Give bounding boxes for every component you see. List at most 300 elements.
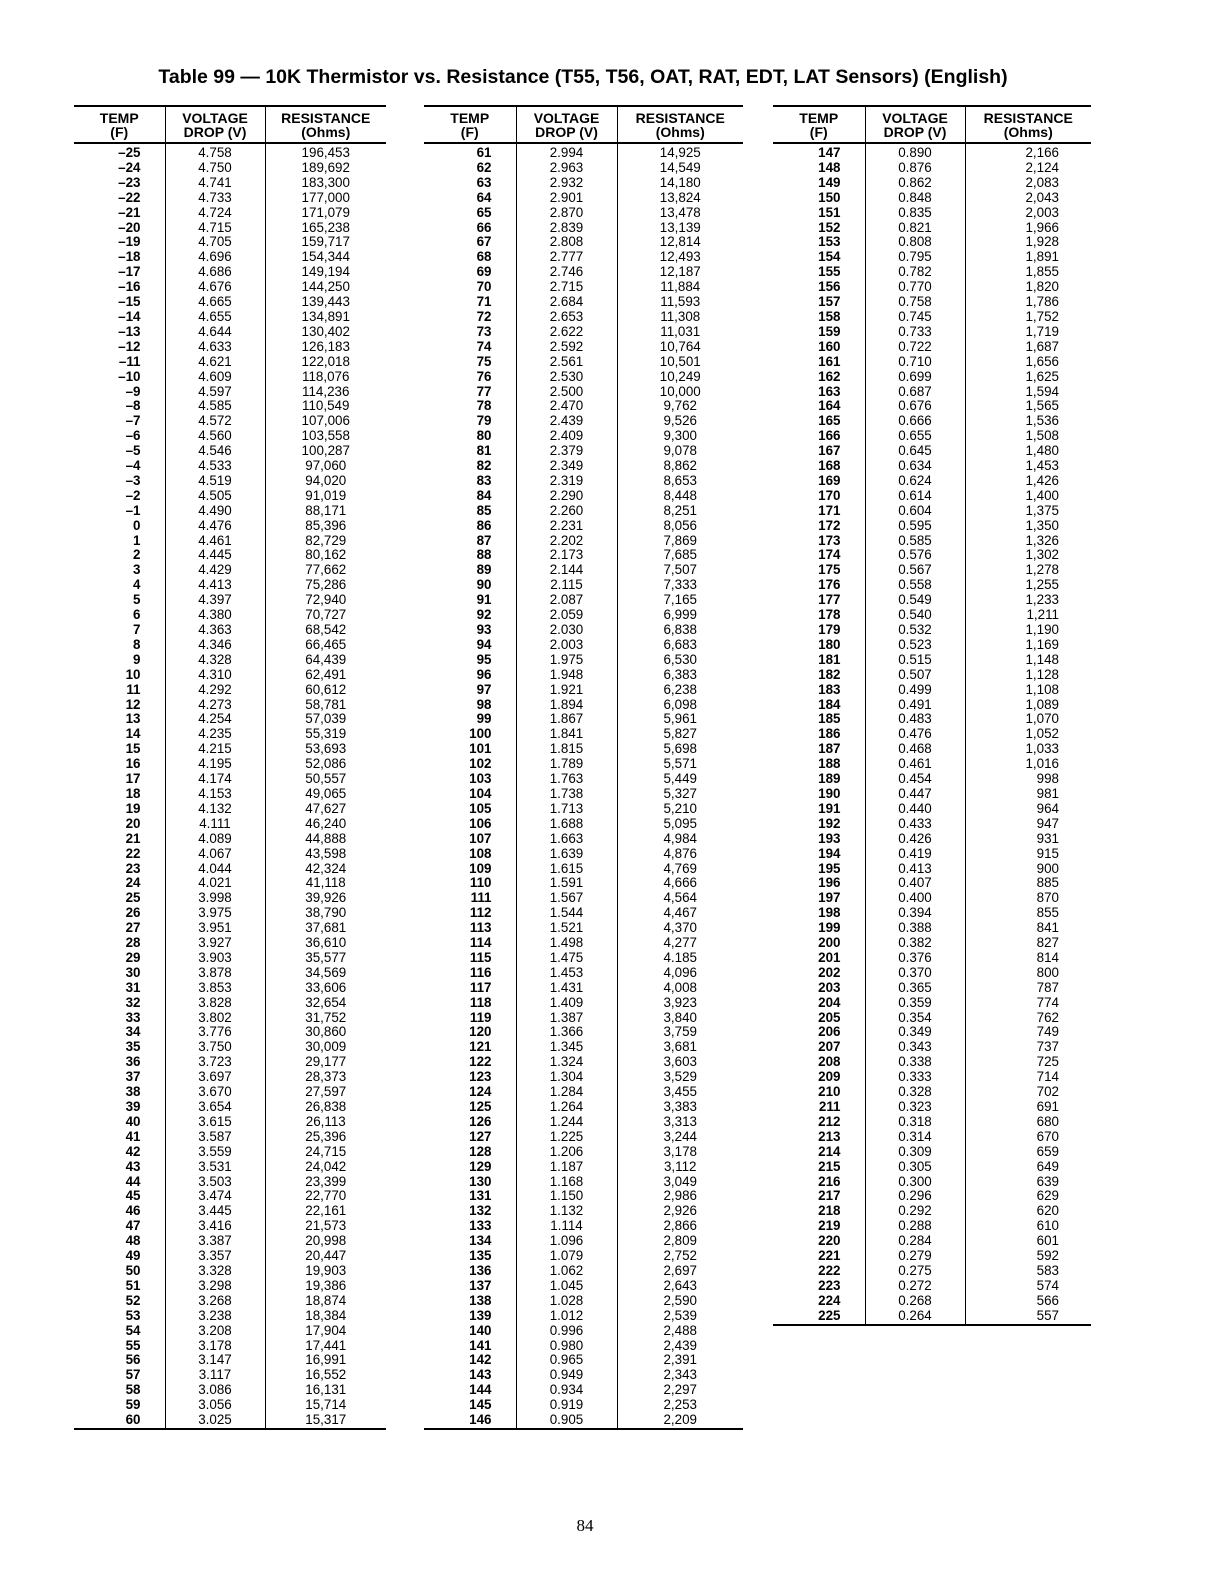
temp-cell: 3 [74, 563, 165, 578]
table-row [424, 563, 743, 578]
temp-cell: 11 [74, 683, 165, 698]
temp-cell: 111 [424, 891, 516, 906]
temp-cell: 39 [74, 1100, 165, 1115]
voltage-cell: 0.461 [865, 757, 965, 772]
resistance-cell: 3,049 [663, 1173, 697, 1189]
temp-cell: 1 [74, 534, 165, 549]
table-row [74, 563, 386, 578]
resistance-column-header: RESISTANCE (Ohms) [265, 106, 386, 143]
resistance-cell: 3,178 [663, 1143, 697, 1159]
table-row [74, 578, 386, 593]
voltage-cell: 0.965 [516, 1353, 617, 1368]
table-row [424, 668, 743, 683]
temp-cell: 6 [74, 608, 165, 623]
resistance-cell: 126,183 [301, 338, 350, 354]
resistance-cell: 1,536 [1025, 413, 1059, 429]
voltage-cell: 4.153 [165, 787, 265, 802]
table-row [424, 1130, 743, 1145]
voltage-cell: 0.549 [865, 593, 965, 608]
resistance-cell: 20,447 [305, 1248, 347, 1264]
resistance-cell: 749 [1036, 1024, 1059, 1040]
temp-cell: 174 [773, 548, 865, 563]
resistance-cell: 130,402 [301, 323, 350, 339]
table-row [773, 474, 1091, 489]
voltage-cell: 4.533 [165, 459, 265, 474]
table-row [424, 1219, 743, 1234]
table-row [773, 683, 1091, 698]
voltage-cell: 4.572 [165, 414, 265, 429]
resistance-cell: 1,820 [1025, 279, 1059, 295]
table-row [424, 310, 743, 325]
table-row [74, 325, 386, 340]
temp-cell: 175 [773, 563, 865, 578]
resistance-cell: 931 [1036, 830, 1059, 846]
voltage-cell: 0.722 [865, 340, 965, 355]
resistance-cell: 787 [1036, 979, 1059, 995]
voltage-cell: 0.264 [865, 1309, 965, 1325]
resistance-cell: 6,530 [663, 651, 697, 667]
table-row [773, 1100, 1091, 1115]
temp-cell: –22 [74, 191, 165, 206]
temp-cell: 186 [773, 727, 865, 742]
voltage-cell: 0.354 [865, 1011, 965, 1026]
resistance-cell: 15,317 [265, 1413, 386, 1429]
temp-cell: 74 [424, 340, 516, 355]
voltage-cell: 3.878 [165, 966, 265, 981]
resistance-cell: 26,113 [305, 1113, 346, 1129]
table-row [74, 1160, 386, 1175]
temp-cell: 151 [773, 206, 865, 221]
resistance-cell: 900 [1036, 860, 1059, 876]
resistance-cell: 91,019 [305, 487, 347, 503]
temp-cell: 129 [424, 1160, 516, 1175]
temp-cell: 32 [74, 996, 165, 1011]
table-row [74, 832, 386, 847]
resistance-cell: 47,627 [305, 800, 347, 816]
voltage-cell: 1.062 [516, 1264, 617, 1279]
table-row [773, 698, 1091, 713]
table-row [773, 996, 1091, 1011]
temp-cell: 173 [773, 534, 865, 549]
table-row [74, 504, 386, 519]
voltage-cell: 4.505 [165, 489, 265, 504]
voltage-cell: 0.604 [865, 504, 965, 519]
voltage-cell: 1.639 [516, 847, 617, 862]
page-title: Table 99 — 10K Thermistor vs. Resistance (T55, T56, OAT, RAT, EDT, LAT Sensors) (English) [158, 66, 1008, 88]
table-row [74, 399, 386, 414]
resistance-cell: 3,923 [663, 994, 697, 1010]
temp-cell: 94 [424, 638, 516, 653]
resistance-cell: 827 [1036, 935, 1059, 951]
table-row [773, 444, 1091, 459]
temp-cell: 182 [773, 668, 865, 683]
table-row [773, 1040, 1091, 1055]
table-row [773, 1249, 1091, 1264]
voltage-cell: 2.808 [516, 235, 617, 250]
temp-cell: 166 [773, 429, 865, 444]
temp-cell: 119 [424, 1011, 516, 1026]
voltage-cell: 0.996 [516, 1324, 617, 1339]
temp-cell: 100 [424, 727, 516, 742]
voltage-cell: 0.655 [865, 429, 965, 444]
resistance-cell: 9,078 [663, 443, 697, 459]
resistance-cell: 1,453 [1025, 458, 1059, 474]
table-row [424, 519, 743, 534]
temp-cell: 57 [74, 1368, 165, 1383]
resistance-cell: 691 [1036, 1099, 1059, 1114]
table-row [74, 310, 386, 325]
voltage-cell: 1.663 [516, 832, 617, 847]
resistance-cell: 75,286 [305, 577, 347, 593]
table-row [74, 1264, 386, 1279]
temp-cell: 125 [424, 1100, 516, 1115]
temp-cell: 35 [74, 1040, 165, 1055]
temp-cell: 201 [773, 951, 865, 966]
resistance-cell: 1,302 [1025, 547, 1059, 563]
table-row [74, 1145, 386, 1160]
resistance-cell: 107,006 [301, 413, 350, 429]
temp-cell: 79 [424, 414, 516, 429]
voltage-cell: 4.476 [165, 519, 265, 534]
voltage-cell: 0.980 [516, 1339, 617, 1354]
resistance-cell: 1,326 [1025, 532, 1059, 548]
voltage-cell: 0.338 [865, 1055, 965, 1070]
voltage-cell: 1.345 [516, 1040, 617, 1055]
table-row [74, 534, 386, 549]
voltage-cell: 0.328 [865, 1085, 965, 1100]
voltage-cell: 0.499 [865, 683, 965, 698]
temp-cell: –19 [74, 235, 165, 250]
temp-cell: 20 [74, 817, 165, 832]
temp-cell: 4 [74, 578, 165, 593]
table-row [74, 1234, 386, 1249]
temp-cell: 116 [424, 966, 516, 981]
table-row [424, 548, 743, 563]
temp-cell: –13 [74, 325, 165, 340]
table-row [773, 370, 1091, 385]
temp-cell: 2 [74, 548, 165, 563]
voltage-cell: 1.975 [516, 653, 617, 668]
resistance-cell: 110,549 [302, 398, 350, 414]
voltage-cell: 3.416 [165, 1219, 265, 1234]
voltage-cell: 4.089 [165, 832, 265, 847]
resistance-cell: 1,128 [1025, 666, 1059, 682]
temp-cell: 29 [74, 951, 165, 966]
voltage-cell: 3.328 [165, 1264, 265, 1279]
voltage-cell: 1.304 [516, 1070, 617, 1085]
temp-cell: 33 [74, 1011, 165, 1026]
temp-cell: 218 [773, 1204, 865, 1219]
table-row [74, 951, 386, 966]
table-row [74, 161, 386, 176]
table-row [773, 653, 1091, 668]
temp-column-header: TEMP (F) [424, 106, 516, 143]
voltage-cell: 4.021 [165, 876, 265, 891]
table-row [74, 176, 386, 191]
temp-cell: 59 [74, 1398, 165, 1413]
temp-cell: 47 [74, 1219, 165, 1234]
temp-cell: 153 [773, 235, 865, 250]
table-row [424, 235, 743, 250]
table-row [424, 891, 743, 906]
table-row [74, 1040, 386, 1055]
temp-cell: 135 [424, 1249, 516, 1264]
temp-cell: 159 [773, 325, 865, 340]
resistance-cell: 800 [1036, 964, 1059, 980]
temp-cell: 199 [773, 921, 865, 936]
resistance-cell: 144,250 [301, 279, 350, 295]
resistance-cell: 737 [1036, 1039, 1059, 1055]
voltage-cell: 3.951 [165, 921, 265, 936]
temp-cell: 204 [773, 996, 865, 1011]
voltage-cell: 4.758 [165, 143, 265, 161]
voltage-cell: 2.087 [516, 593, 617, 608]
temp-cell: 18 [74, 787, 165, 802]
voltage-cell: 2.144 [516, 563, 617, 578]
table-row [74, 772, 386, 787]
voltage-cell: 3.802 [165, 1011, 265, 1026]
table-row [424, 355, 743, 370]
table-row [74, 787, 386, 802]
table-row [424, 1294, 743, 1309]
resistance-cell: 49,065 [305, 785, 347, 801]
resistance-cell: 4,876 [663, 845, 697, 861]
resistance-cell: 26,838 [305, 1099, 347, 1114]
voltage-cell: 0.576 [865, 548, 965, 563]
voltage-cell: 0.318 [865, 1115, 965, 1130]
table-row [424, 414, 743, 429]
table-row [424, 638, 743, 653]
temp-cell: 188 [773, 757, 865, 772]
table-row [773, 757, 1091, 772]
resistance-cell: 171,079 [301, 204, 350, 220]
voltage-cell: 0.323 [865, 1100, 965, 1115]
voltage-cell: 3.238 [165, 1309, 265, 1324]
table-row [773, 1219, 1091, 1234]
table-row [74, 1204, 386, 1219]
table-row [74, 1324, 386, 1339]
voltage-cell: 0.388 [865, 921, 965, 936]
resistance-cell: 85,396 [305, 517, 347, 533]
voltage-cell: 4.445 [165, 548, 265, 563]
voltage-cell: 3.615 [165, 1115, 265, 1130]
voltage-cell: 0.540 [865, 608, 965, 623]
resistance-cell: 1,350 [1025, 517, 1059, 533]
temp-cell: 207 [773, 1040, 865, 1055]
table-header-row [424, 106, 743, 143]
table-row [773, 548, 1091, 563]
table-row [74, 221, 386, 236]
voltage-cell: 0.309 [865, 1145, 965, 1160]
table-row [74, 235, 386, 250]
voltage-cell: 0.821 [865, 221, 965, 236]
voltage-cell: 4.328 [165, 653, 265, 668]
resistance-cell: 870 [1036, 890, 1059, 906]
voltage-cell: 1.284 [516, 1085, 617, 1100]
table-row [424, 1011, 743, 1026]
table-row [773, 921, 1091, 936]
resistance-cell: 1,278 [1025, 562, 1059, 578]
voltage-cell: 0.343 [865, 1040, 965, 1055]
resistance-cell: 30,860 [305, 1024, 347, 1040]
table-row [74, 757, 386, 772]
table-row [424, 1398, 743, 1413]
resistance-cell: 964 [1036, 800, 1059, 816]
voltage-cell: 0.491 [865, 698, 965, 713]
voltage-cell: 2.746 [516, 265, 617, 280]
temp-cell: 221 [773, 1249, 865, 1264]
table-row [74, 1189, 386, 1204]
voltage-cell: 3.445 [165, 1204, 265, 1219]
temp-cell: 76 [424, 370, 516, 385]
resistance-cell: 2,124 [1025, 159, 1059, 175]
table-row [773, 1175, 1091, 1190]
temp-cell: 13 [74, 712, 165, 727]
resistance-cell: 13,139 [659, 219, 701, 235]
table-row [424, 459, 743, 474]
resistance-cell: 15,714 [305, 1397, 347, 1413]
temp-cell: 45 [74, 1189, 165, 1204]
temp-cell: –21 [74, 206, 165, 221]
voltage-cell: 2.470 [516, 399, 617, 414]
temp-cell: 37 [74, 1070, 165, 1085]
temp-cell: 51 [74, 1279, 165, 1294]
table-row [424, 1040, 743, 1055]
voltage-cell: 3.927 [165, 936, 265, 951]
voltage-cell: 2.260 [516, 504, 617, 519]
voltage-cell: 4.215 [165, 742, 265, 757]
table-row [773, 712, 1091, 727]
table-row [424, 1339, 743, 1354]
temp-cell: 31 [74, 981, 165, 996]
resistance-cell: 183,300 [301, 174, 350, 190]
voltage-cell: 1.244 [516, 1115, 617, 1130]
voltage-cell: 2.290 [516, 489, 617, 504]
voltage-cell: 2.561 [516, 355, 617, 370]
temp-cell: 197 [773, 891, 865, 906]
resistance-cell: 3,529 [663, 1069, 697, 1085]
table-row [74, 921, 386, 936]
resistance-cell: 60,612 [305, 681, 347, 697]
resistance-cell: 2,003 [1025, 204, 1059, 220]
temp-cell: 196 [773, 876, 865, 891]
table-row [424, 1055, 743, 1070]
voltage-cell: 0.483 [865, 712, 965, 727]
resistance-cell: 6,838 [663, 622, 697, 637]
table-row [424, 429, 743, 444]
voltage-cell: 4.044 [165, 862, 265, 877]
voltage-cell: 1.366 [516, 1025, 617, 1040]
voltage-cell: 4.585 [165, 399, 265, 414]
table-row [74, 489, 386, 504]
voltage-cell: 4.665 [165, 295, 265, 310]
table-row [74, 444, 386, 459]
temp-cell: 60 [74, 1413, 165, 1429]
voltage-cell: 1.409 [516, 996, 617, 1011]
voltage-cell: 2.684 [516, 295, 617, 310]
voltage-cell: 4.621 [165, 355, 265, 370]
resistance-cell: 3,681 [663, 1039, 697, 1055]
temp-cell: 145 [424, 1398, 516, 1413]
resistance-cell: 2,043 [1025, 189, 1059, 205]
voltage-cell: 0.292 [865, 1204, 965, 1219]
table-row [424, 504, 743, 519]
temp-cell: 16 [74, 757, 165, 772]
table-row [424, 608, 743, 623]
resistance-cell: 57,039 [305, 711, 347, 727]
temp-cell: –15 [74, 295, 165, 310]
resistance-cell: 10,000 [659, 383, 701, 399]
temp-cell: 161 [773, 355, 865, 370]
voltage-cell: 1.475 [516, 951, 617, 966]
temp-cell: 48 [74, 1234, 165, 1249]
temp-cell: 85 [424, 504, 516, 519]
table-row [74, 1279, 386, 1294]
temp-cell: 15 [74, 742, 165, 757]
resistance-cell: 1,400 [1025, 487, 1059, 503]
temp-cell: 49 [74, 1249, 165, 1264]
resistance-cell: 16,991 [305, 1352, 347, 1368]
temp-cell: 101 [424, 742, 516, 757]
resistance-cell: 566 [1036, 1292, 1059, 1308]
temp-cell: 132 [424, 1204, 516, 1219]
temp-cell: 96 [424, 668, 516, 683]
resistance-cell: 196,453 [301, 145, 350, 160]
resistance-cell: 3,244 [663, 1128, 697, 1144]
table-row [424, 772, 743, 787]
temp-cell: 81 [424, 444, 516, 459]
voltage-cell: 1.264 [516, 1100, 617, 1115]
voltage-cell: 0.919 [516, 1398, 617, 1413]
temp-cell: 139 [424, 1309, 516, 1324]
voltage-cell: 0.419 [865, 847, 965, 862]
voltage-cell: 4.380 [165, 608, 265, 623]
temp-cell: 214 [773, 1145, 865, 1160]
voltage-cell: 0.733 [865, 325, 965, 340]
table-row [74, 683, 386, 698]
voltage-cell: 0.782 [865, 265, 965, 280]
table-row [773, 385, 1091, 400]
temp-cell: 43 [74, 1160, 165, 1175]
table-row [773, 1070, 1091, 1085]
temp-cell: 102 [424, 757, 516, 772]
table-row [74, 608, 386, 623]
table-row [424, 1413, 743, 1429]
temp-cell: 170 [773, 489, 865, 504]
table-row [74, 355, 386, 370]
voltage-cell: 3.587 [165, 1130, 265, 1145]
voltage-cell: 1.521 [516, 921, 617, 936]
thermistor-table-panel-2 [424, 105, 743, 1430]
table-row [74, 1130, 386, 1145]
resistance-cell: 2,439 [663, 1337, 697, 1353]
voltage-cell: 0.934 [516, 1383, 617, 1398]
voltage-cell: 3.357 [165, 1249, 265, 1264]
voltage-cell: 3.117 [165, 1368, 265, 1383]
table-row [424, 862, 743, 877]
temp-cell: 156 [773, 280, 865, 295]
temp-cell: 77 [424, 385, 516, 400]
temp-cell: –10 [74, 370, 165, 385]
resistance-cell: 39,926 [305, 890, 347, 906]
voltage-cell: 3.208 [165, 1324, 265, 1339]
resistance-cell: 13,824 [659, 189, 701, 205]
resistance-cell: 62,491 [305, 666, 347, 682]
resistance-cell: 670 [1036, 1128, 1059, 1144]
voltage-cell: 4.733 [165, 191, 265, 206]
resistance-cell: 1,070 [1025, 711, 1059, 727]
temp-cell: 52 [74, 1294, 165, 1309]
